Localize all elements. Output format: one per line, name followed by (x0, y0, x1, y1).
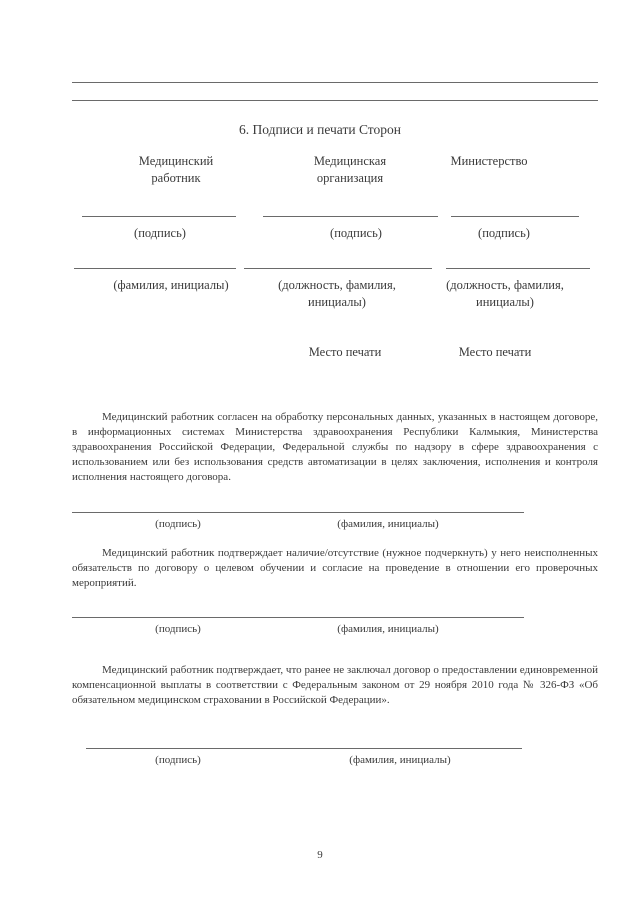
page-number: 9 (317, 849, 323, 861)
top-rule-2 (72, 100, 598, 101)
consent-obligations-name-caption: (фамилия, инициалы) (337, 623, 439, 635)
party-medical-worker-name-caption: (фамилия, инициалы) (113, 278, 229, 292)
consent-compensation-signature-caption: (подпись) (155, 754, 201, 766)
top-rule-1 (72, 82, 598, 83)
party-organization-name-line (244, 268, 432, 269)
consent-personal-data-name-caption: (фамилия, инициалы) (337, 518, 439, 530)
party-organization-signature-line (263, 216, 438, 217)
party-organization-name-caption: (должность, фамилия, инициалы) (278, 278, 396, 309)
party-organization-stamp: Место печати (308, 345, 382, 359)
party-ministry-signature-line (451, 216, 579, 217)
consent-obligations-signature-line (72, 617, 524, 618)
party-ministry-name: Министерство (450, 154, 528, 168)
party-ministry-name-line (446, 268, 590, 269)
party-medical-worker-name: Медицинский работник (138, 154, 214, 185)
consent-compensation-text: Медицинский работник подтверждает, что ранее не заключал договор о предоставлении единовременной компенсационной выплаты в соответствии с Федеральным законом от 29 ноября 2010 года № 326-ФЗ «Об обязательном медицинском страховании в Российской Федерации». (72, 664, 598, 706)
party-ministry-stamp: Место печати (458, 345, 532, 359)
consent-compensation-name-caption: (фамилия, инициалы) (349, 754, 451, 766)
party-organization-name: Медицинская организация (313, 154, 387, 185)
consent-obligations-signature-caption: (подпись) (155, 623, 201, 635)
section-title: 6. Подписи и печати Сторон (239, 122, 401, 137)
party-organization-signature-caption: (подпись) (330, 226, 382, 240)
consent-personal-data-signature-line (72, 512, 524, 513)
consent-obligations-text: Медицинский работник подтверждает наличие/отсутствие (нужное подчеркнуть) у него неисполненных обязательств по договору о целевом обучении и согласие на проведение в отношении его проверочных мероприятий. (72, 547, 598, 589)
party-medical-worker-signature-line (82, 216, 236, 217)
consent-personal-data-signature-caption: (подпись) (155, 518, 201, 530)
party-medical-worker-signature-caption: (подпись) (134, 226, 186, 240)
consent-compensation-signature-line (86, 748, 522, 749)
party-medical-worker-name-line (74, 268, 236, 269)
consent-personal-data-text: Медицинский работник согласен на обработку персональных данных, указанных в настоящем договоре, в информационных системах Министерства здравоохранения Республики Калмыкия, Министерства здравоохранения Российской Федерации, Федеральной службы по надзору в сфере здравоохранения с использованием или без использования средств автоматизации в целях заключения, исполнения и контроля исполнения настоящего договора. (72, 411, 598, 483)
party-ministry-name-caption: (должность, фамилия, инициалы) (446, 278, 564, 309)
party-ministry-signature-caption: (подпись) (478, 226, 530, 240)
